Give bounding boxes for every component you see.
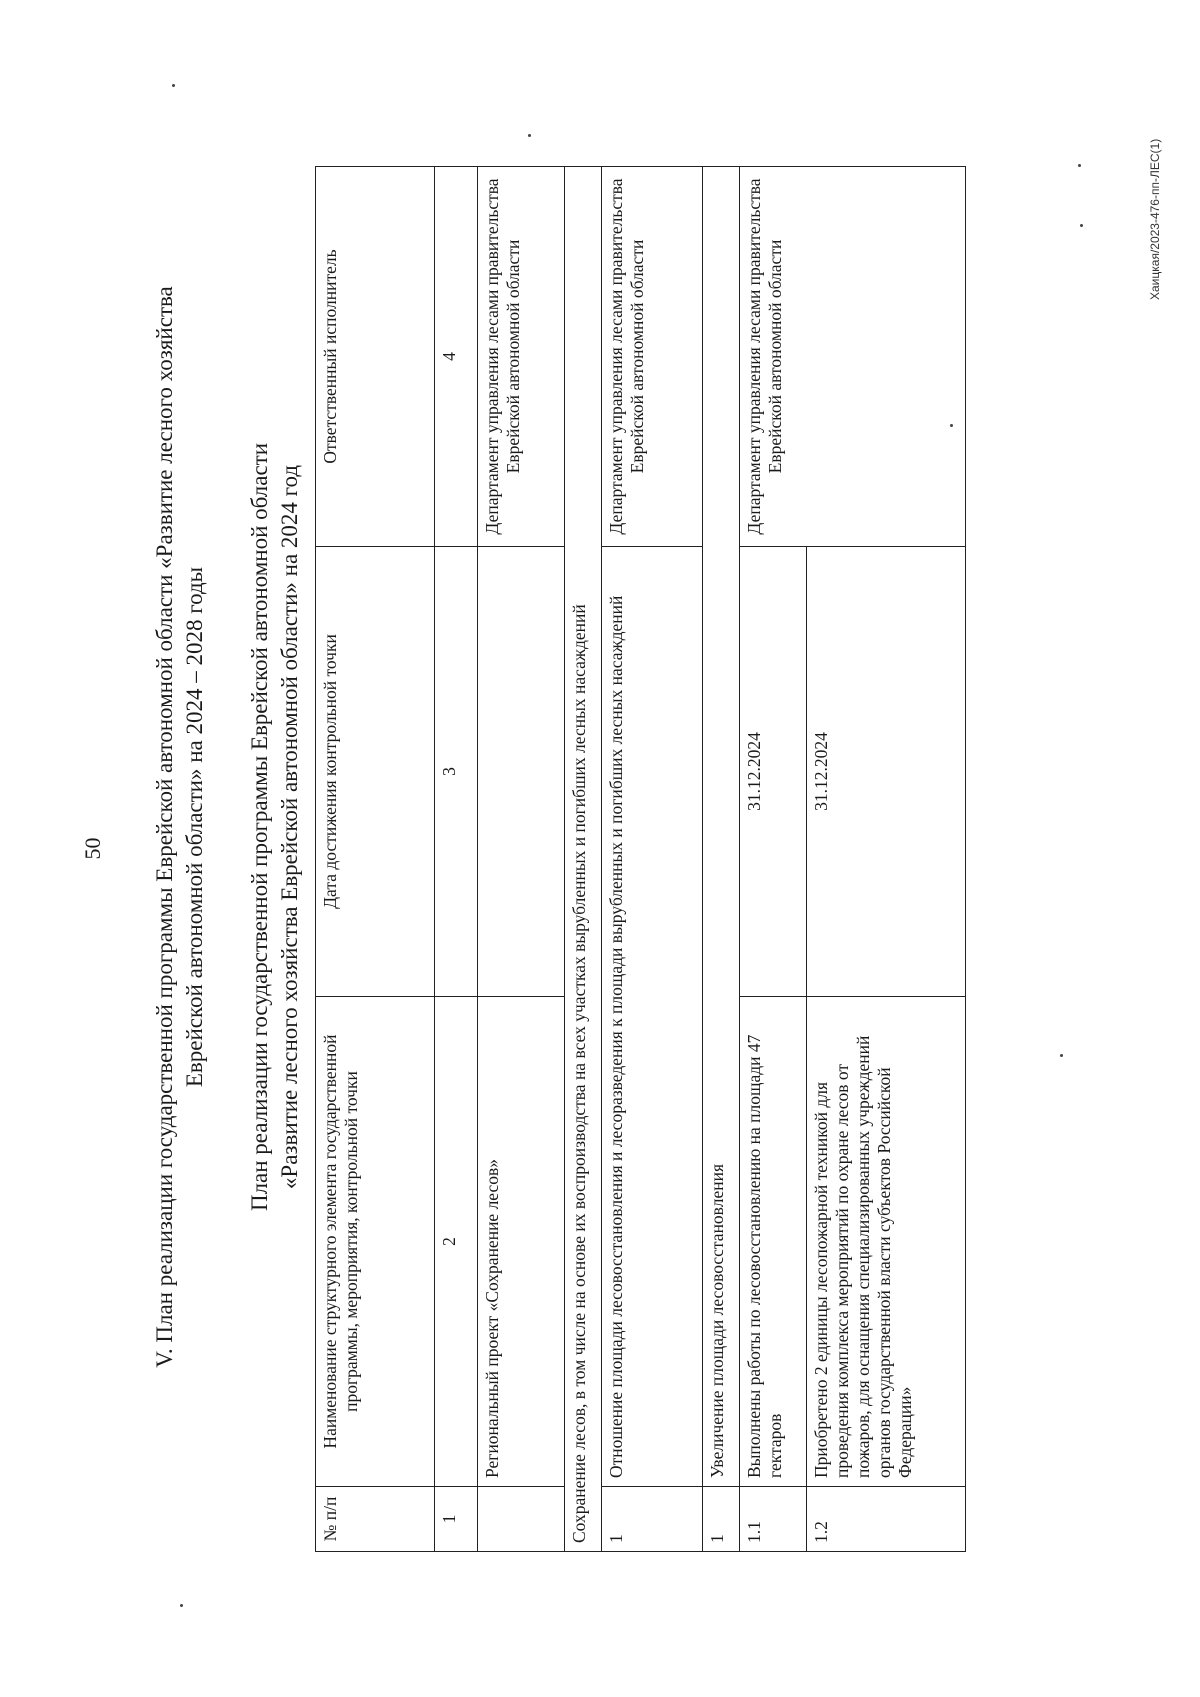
row-number: 1 — [602, 1487, 703, 1552]
row-executor: Департамент управления лесами правительства Еврейской автономной области — [478, 167, 565, 547]
row-executor: Департамент управления лесами правительства Еврейской автономной области — [602, 167, 703, 547]
header-element-name: Наименование структурного элемента государственной программы, мероприятия, контрольной точки — [316, 997, 435, 1487]
column-number-4: 4 — [435, 167, 478, 547]
column-number-1: 1 — [435, 1487, 478, 1552]
implementation-plan-table — [315, 166, 966, 1552]
section-title — [150, 117, 210, 1537]
page-number: 50 — [80, 837, 105, 860]
table-row-regional-project — [478, 167, 565, 1552]
table-row-section-heading — [565, 167, 602, 1552]
plan-subtitle-line-1: План реализации государственной программы Еврейской автономной области — [247, 442, 272, 1212]
row-number: 1.2 — [807, 1487, 966, 1552]
table-row-1-1 — [740, 167, 807, 1552]
column-number-row — [435, 167, 478, 1552]
plan-subtitle-line-2: «Развитие лесного хозяйства Еврейской автономной области» на 2024 год — [277, 464, 302, 1190]
header-date: Дата достижения контрольной точки — [316, 547, 435, 997]
scan-speck — [1060, 1054, 1063, 1057]
scan-speck — [950, 424, 953, 427]
section-title-line-2: Еврейской автономной области» на 2024 – 2028 годы — [182, 566, 207, 1088]
row-date — [478, 547, 565, 997]
section-title-line-1: V. План реализации государственной программы Еврейской автономной области «Развитие лесного хозяйства — [152, 286, 177, 1368]
scan-speck — [528, 134, 531, 137]
row-date: 31.12.2024 — [807, 547, 966, 997]
row-name: Отношение площади лесовосстановления и лесоразведения к площади вырубленных и погибших лесных насаждений — [602, 547, 703, 1487]
column-number-3: 3 — [435, 547, 478, 997]
scan-speck — [1078, 164, 1081, 167]
table-row-increase — [703, 167, 740, 1552]
header-executor: Ответственный исполнитель — [316, 167, 435, 547]
row-executor: Департамент управления лесами правительства Еврейской автономной области — [740, 167, 966, 547]
row-number: 1 — [703, 1487, 740, 1552]
row-name: Выполнены работы по лесовосстановлению на площади 47 гектаров — [740, 997, 807, 1487]
row-number: 1.1 — [740, 1487, 807, 1552]
scan-speck — [180, 1604, 183, 1607]
header-number: № п/п — [316, 1487, 435, 1552]
column-number-2: 2 — [435, 997, 478, 1487]
table-header-row — [316, 167, 435, 1552]
row-date: 31.12.2024 — [740, 547, 807, 997]
row-number — [478, 1487, 565, 1552]
row-name: Увеличение площади лесовосстановления — [703, 167, 740, 1487]
table-row-indicator — [602, 167, 703, 1552]
plan-subtitle — [245, 117, 305, 1537]
row-name: Региональный проект «Сохранение лесов» — [478, 997, 565, 1487]
row-name: Приобретено 2 единицы лесопожарной техникой для проведения комплекса мероприятий по охране лесов от пожаров, для оснащения специализированных учреждений органов государственной власти субъектов Российской Федерации» — [807, 997, 966, 1487]
scan-speck — [1080, 224, 1083, 227]
document-code: Хаицкая/2023-476-пп-ЛЕС(1) — [1148, 138, 1162, 300]
scan-speck — [172, 84, 175, 87]
section-heading-cell: Сохранение лесов, в том числе на основе их воспроизводства на всех участках вырубленных и погибших лесных насаждений — [565, 167, 602, 1552]
